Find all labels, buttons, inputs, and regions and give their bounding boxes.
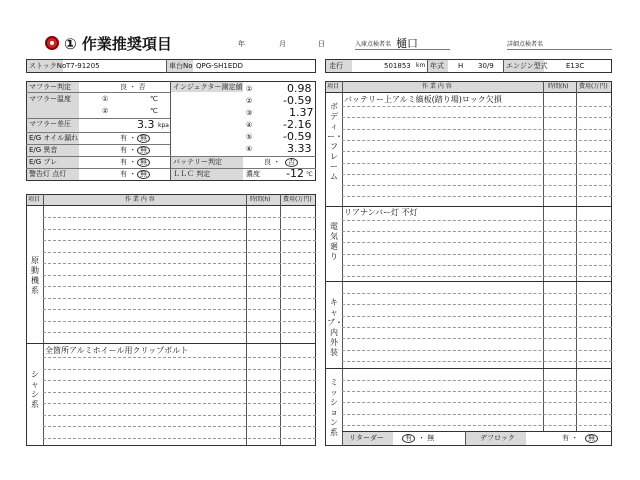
mileage-unit: km xyxy=(416,62,426,69)
ruled-line xyxy=(43,415,316,416)
injector-num-3: ③ xyxy=(246,109,253,117)
year-value: 30/9 xyxy=(478,61,494,70)
model-value: QPG-SH1EDD xyxy=(196,61,244,70)
injector-value-6: 3.33 xyxy=(287,142,312,155)
muffler-diff-value: 3.3 xyxy=(137,118,155,131)
battery-label: バッテリー判定 xyxy=(173,158,222,166)
muffler-temp-1: ① xyxy=(102,95,109,103)
eg-shake-none-circled: 無 xyxy=(137,158,150,167)
ruled-line xyxy=(342,350,612,351)
llc-unit: ℃ xyxy=(306,171,313,178)
ruled-line xyxy=(43,403,316,404)
inspector-label: 入庫点検者名 xyxy=(355,41,392,48)
llc-label: ＬＬＣ 判定 xyxy=(173,170,211,178)
ruled-line xyxy=(43,229,316,230)
ruled-line xyxy=(342,220,612,221)
ruled-line xyxy=(43,332,316,333)
ruled-line xyxy=(342,316,612,317)
electric-entry-1: リアナンバー灯 不灯 xyxy=(344,208,418,217)
ruled-line xyxy=(43,438,316,439)
injector-value-1: 0.98 xyxy=(287,82,312,95)
injector-num-6: ⑥ xyxy=(246,145,253,153)
injector-value-2: -0.59 xyxy=(283,94,312,107)
muffler-judge-label: マフラー判定 xyxy=(29,83,71,91)
ruled-line xyxy=(342,425,612,426)
llc-conc-label: 濃度 xyxy=(246,170,260,178)
body-entry-1: バッテリー上アルミ縞板(踏り場)ロック欠損 xyxy=(344,95,502,104)
muffler-diff-label: マフラー差圧 xyxy=(29,120,71,128)
eg-oil-yes: 有 ・ xyxy=(120,134,137,142)
injector-value-4: -2.16 xyxy=(283,118,312,131)
ruled-line xyxy=(342,276,612,277)
day-label: 日 xyxy=(318,40,325,48)
retarder-yes-circled: 有 xyxy=(402,434,415,443)
right-section-cab: キャブ・内外装 xyxy=(327,298,343,357)
ruled-line xyxy=(43,298,316,299)
stock-label: ストックNo xyxy=(27,60,63,72)
left-header-time: 時間(h) xyxy=(250,196,271,203)
right-header-work: 作 業 内 容 xyxy=(422,83,452,90)
ruled-line xyxy=(342,174,612,175)
ruled-line xyxy=(342,391,612,392)
ruled-line xyxy=(342,304,612,305)
ruled-line xyxy=(43,252,316,253)
engine-label: エンジン型式 xyxy=(504,60,544,72)
ruled-line xyxy=(43,217,316,218)
right-section-electric: 電気廻り xyxy=(330,222,338,261)
ruled-line xyxy=(342,196,612,197)
eg-noise-label: E/G 異音 xyxy=(29,146,58,154)
ruled-line xyxy=(342,265,612,266)
mileage-label: 走行 xyxy=(326,60,352,72)
year-model-label: 年式 xyxy=(428,60,448,72)
ruled-line xyxy=(43,357,316,358)
ruled-line xyxy=(342,185,612,186)
eg-oil-label: E/G オイル漏れ xyxy=(29,134,79,142)
eg-shake-yes: 有 ・ xyxy=(120,158,137,166)
inspector-value: 樋口 xyxy=(396,37,418,50)
battery-good: 良 ・ xyxy=(264,158,281,166)
injector-value-3: 1.37 xyxy=(289,106,314,119)
ruled-line xyxy=(342,140,612,141)
right-section-body: ボディー・フレーム xyxy=(327,102,343,181)
ruled-line xyxy=(43,392,316,393)
diff-lock-label: デフロック xyxy=(480,434,515,442)
injector-value-5: -0.59 xyxy=(283,130,312,143)
year-label: 年 xyxy=(238,40,245,48)
muffler-temp-2: ② xyxy=(102,107,109,115)
ruled-line xyxy=(43,309,316,310)
muffler-diff-unit: kpa xyxy=(158,122,169,129)
model-label: 車台No xyxy=(167,60,193,72)
ruled-line xyxy=(342,338,612,339)
eg-shake-label: E/G ブレ xyxy=(29,158,58,166)
ruled-line xyxy=(342,151,612,152)
muffler-temp-2-unit: ℃ xyxy=(150,107,158,115)
injector-num-1: ① xyxy=(246,85,253,93)
ruled-line xyxy=(342,231,612,232)
right-section-mission: ミッション系 xyxy=(330,378,338,437)
diff-lock-none-circled: 無 xyxy=(585,434,598,443)
injector-num-4: ④ xyxy=(246,121,253,129)
llc-value: -12 xyxy=(286,167,304,180)
left-section-chassis: シャシ系 xyxy=(31,370,39,409)
page-title: ① 作業推奨項目 xyxy=(64,35,172,53)
emblem-icon xyxy=(45,36,59,50)
ruled-line xyxy=(43,263,316,264)
stock-value: T7-91205 xyxy=(66,61,100,70)
ruled-line xyxy=(342,327,612,328)
month-label: 月 xyxy=(279,40,286,48)
ruled-line xyxy=(342,117,612,118)
ruled-line xyxy=(43,286,316,287)
engine-value: E13C xyxy=(566,61,585,70)
left-section-engine: 原動機系 xyxy=(31,256,39,295)
right-header-cost: 費用(万円) xyxy=(579,83,608,90)
retarder-label: リターダー xyxy=(349,434,384,442)
retarder-no: ・ 無 xyxy=(418,434,435,442)
injector-num-2: ② xyxy=(246,97,253,105)
injector-label: インジェクター測定値 xyxy=(173,83,243,91)
ruled-line xyxy=(342,254,612,255)
ruled-line xyxy=(43,380,316,381)
ruled-line xyxy=(43,240,316,241)
ruled-line xyxy=(342,361,612,362)
ruled-line xyxy=(342,293,612,294)
mileage-value: 501853 xyxy=(384,61,411,70)
left-header-work: 作 業 内 容 xyxy=(125,196,155,203)
ruled-line xyxy=(43,369,316,370)
year-era: H xyxy=(458,61,464,70)
left-header-item: 項目 xyxy=(28,196,41,203)
ruled-line xyxy=(342,106,612,107)
ruled-line xyxy=(342,414,612,415)
ruled-line xyxy=(342,129,612,130)
right-header-time: 時間(h) xyxy=(548,83,569,90)
battery-bad-circled: 否 xyxy=(285,158,298,167)
detail-inspector-label: 詳細点検者名 xyxy=(507,41,544,48)
eg-noise-none-circled: 無 xyxy=(137,146,150,155)
eg-oil-none-circled: 無 xyxy=(137,134,150,143)
left-header-cost: 費用(万円) xyxy=(283,196,312,203)
warn-yes: 有 ・ xyxy=(120,170,137,178)
injector-num-5: ⑤ xyxy=(246,133,253,141)
warn-none-circled: 無 xyxy=(137,170,150,179)
ruled-line xyxy=(342,242,612,243)
muffler-temp-label: マフラー温度 xyxy=(29,95,71,103)
ruled-line xyxy=(43,321,316,322)
muffler-judge-options: 良 ・ 否 xyxy=(120,83,146,91)
ruled-line xyxy=(342,380,612,381)
ruled-line xyxy=(43,426,316,427)
ruled-line xyxy=(342,163,612,164)
right-header-item: 項目 xyxy=(327,83,340,90)
warn-label: 警告灯 点灯 xyxy=(29,170,67,178)
chassis-entry-1: 全箇所アルミホイール用クリップボルト xyxy=(45,346,189,355)
ruled-line xyxy=(43,275,316,276)
eg-noise-yes: 有 ・ xyxy=(120,146,137,154)
ruled-line xyxy=(342,402,612,403)
muffler-temp-1-unit: ℃ xyxy=(150,95,158,103)
diff-lock-yes: 有 ・ xyxy=(562,434,579,442)
